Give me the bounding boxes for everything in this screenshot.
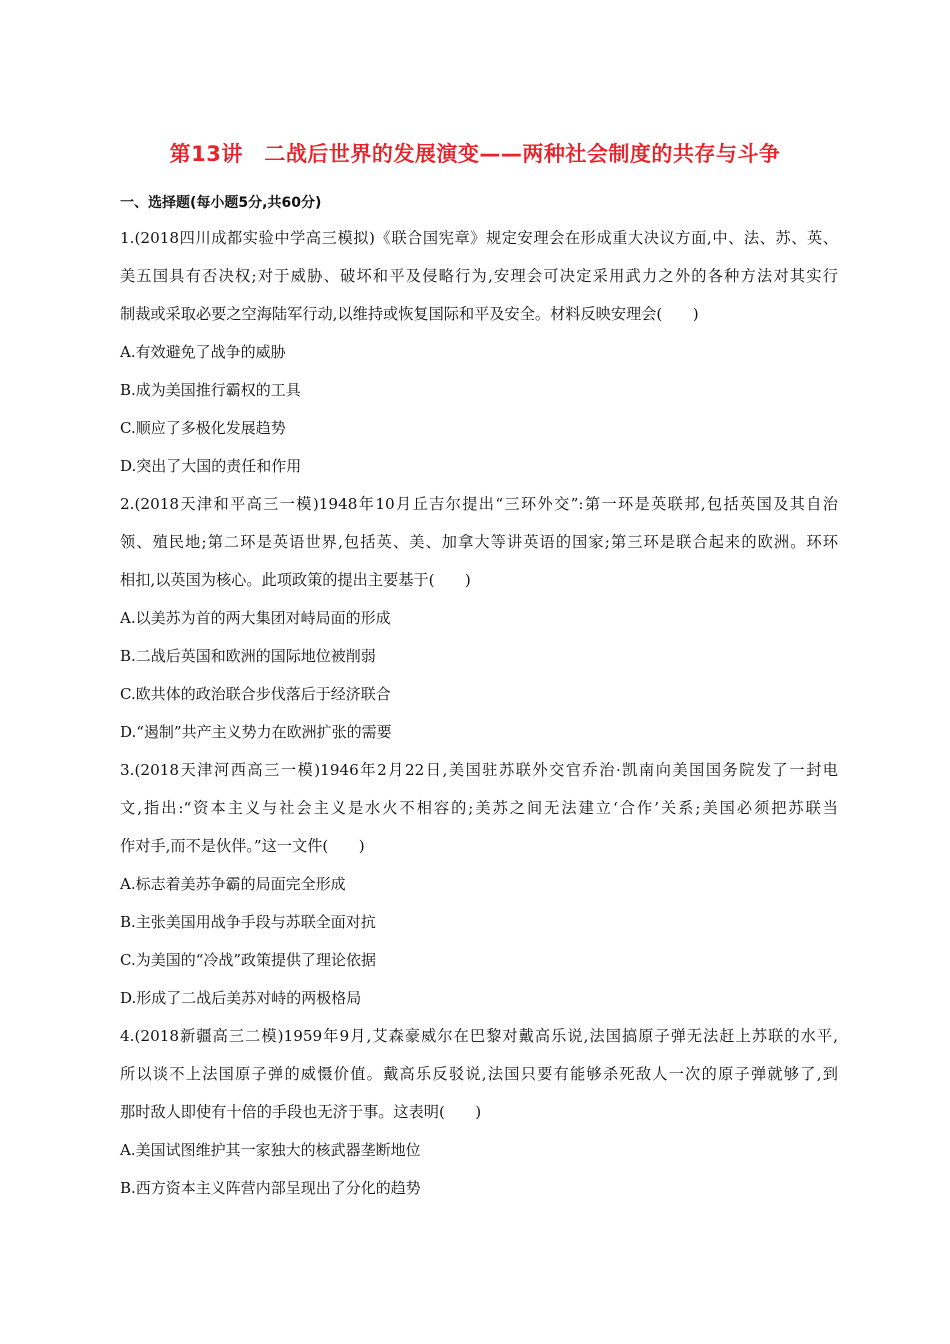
answer-option-d: D.形成了二战后美苏对峙的两极格局 [120,989,362,1007]
question-stem-line: 相扣,以英国为核心。此项政策的提出主要基于( ) [120,571,471,589]
answer-option-c: C.为美国的“冷战”政策提供了理论依据 [120,951,377,969]
question-stem-line: 美五国具有否决权;对于威胁、破坏和平及侵略行为,安理会可决定采用武力之外的各种方法对其实行 [120,267,838,285]
question-stem-line: 作对手,而不是伙伴。”这一文件( ) [120,837,365,855]
answer-option-a: A.标志着美苏争霸的局面完全形成 [120,875,346,893]
answer-option-a: A.美国试图维护其一家独大的核武器垄断地位 [120,1141,421,1159]
question-list [120,224,838,1212]
question-stem-line: 文,指出:“资本主义与社会主义是水火不相容的;美苏之间无法建立‘合作’关系;美国必须把苏联当 [120,799,838,817]
question-stem-line: 领、殖民地;第二环是英语世界,包括英、美、加拿大等讲英语的国家;第三环是联合起来的欧洲。环环 [120,533,838,551]
question-stem-line: 2.(2018天津和平高三一模)1948年10月丘吉尔提出“三环外交”:第一环是英联邦,包括英国及其自治 [120,495,838,513]
answer-option-c: C.顺应了多极化发展趋势 [120,419,286,437]
question-4 [120,1022,838,1212]
answer-option-a: A.有效避免了战争的威胁 [120,343,286,361]
answer-option-b: B.成为美国推行霸权的工具 [120,381,301,399]
question-3 [120,756,838,1022]
question-stem-line: 制裁或采取必要之空海陆军行动,以维持或恢复国际和平及安全。材料反映安理会( ) [120,305,699,323]
question-stem-line: 4.(2018新疆高三二模)1959年9月,艾森豪威尔在巴黎对戴高乐说,法国搞原子弹无法赶上苏联的水平, [120,1027,838,1045]
question-2 [120,490,838,756]
answer-option-b: B.二战后英国和欧洲的国际地位被削弱 [120,647,376,665]
answer-option-c: C.欧共体的政治联合步伐落后于经济联合 [120,685,391,703]
question-stem-line: 那时敌人即使有十倍的手段也无济于事。这表明( ) [120,1103,482,1121]
section-heading: 一、选择题(每小题5分,共60分) [120,195,322,211]
document-title: 第13讲 二战后世界的发展演变——两种社会制度的共存与斗争 [169,142,781,166]
question-stem-line: 所以谈不上法国原子弹的威慑价值。戴高乐反驳说,法国只要有能够杀死敌人一次的原子弹就够了,到 [120,1065,838,1083]
answer-option-d: D.突出了大国的责任和作用 [120,457,302,475]
answer-option-d: D.“遏制”共产主义势力在欧洲扩张的需要 [120,723,392,741]
answer-option-a: A.以美苏为首的两大集团对峙局面的形成 [120,609,391,627]
question-stem-line: 1.(2018四川成都实验中学高三模拟)《联合国宪章》规定安理会在形成重大决议方面,中、法、苏、英、 [120,229,838,247]
question-stem-line: 3.(2018天津河西高三一模)1946年2月22日,美国驻苏联外交官乔治·凯南向美国国务院发了一封电 [120,761,838,779]
answer-option-b: B.西方资本主义阵营内部呈现出了分化的趋势 [120,1179,421,1197]
answer-option-b: B.主张美国用战争手段与苏联全面对抗 [120,913,376,931]
question-1 [120,224,838,490]
